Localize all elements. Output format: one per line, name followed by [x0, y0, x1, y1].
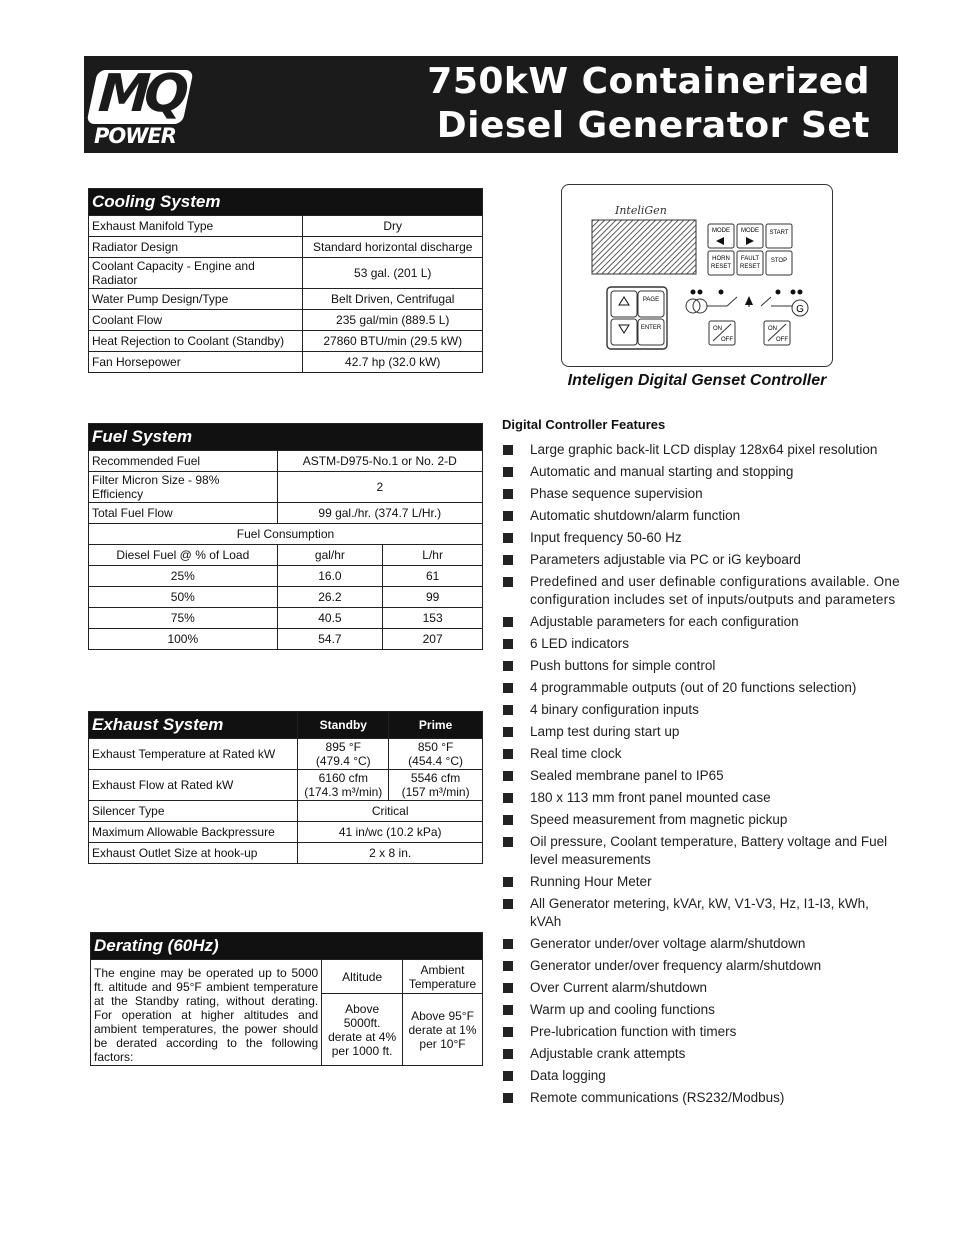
exhaust-label: Exhaust Outlet Size at hook-up: [89, 843, 298, 864]
exhaust-col-prime: Prime: [389, 712, 483, 739]
feature-item: Real time clock: [502, 745, 902, 763]
exhaust-temp-prime-f: 850 °F: [417, 740, 454, 754]
derating-ambient-value: Above 95°F derate at 1% per 10°F: [403, 994, 483, 1066]
cooling-row: [89, 216, 483, 237]
document-title: [427, 60, 870, 148]
feature-item: 6 LED indicators: [502, 635, 902, 653]
feature-item: Predefined and user definable configurations available. One configuration includes set of inputs/outputs and parameters: [502, 573, 902, 609]
cooling-label: Exhaust Manifold Type: [89, 216, 303, 237]
feature-item: Push buttons for simple control: [502, 657, 902, 675]
fuel-label: Total Fuel Flow: [89, 503, 278, 524]
svg-text:HORN: HORN: [712, 256, 730, 262]
cooling-value: Belt Driven, Centrifugal: [303, 289, 483, 310]
cooling-value: 235 gal/min (889.5 L): [303, 310, 483, 331]
fuel-col-galhr: gal/hr: [277, 545, 383, 566]
svg-text:MODE: MODE: [712, 228, 730, 234]
svg-text:MODE: MODE: [741, 228, 759, 234]
fuel-consumption-cell: 54.7: [277, 629, 383, 650]
cooling-value: Standard horizontal discharge: [303, 237, 483, 258]
fuel-consumption-cell: 40.5: [277, 608, 383, 629]
feature-item: Large graphic back-lit LCD display 128x64 pixel resolution: [502, 441, 902, 459]
derating-col-ambient: Ambient Temperature: [403, 960, 483, 994]
fuel-row: [89, 472, 483, 503]
exhaust-temp-standby: [298, 739, 389, 770]
exhaust-row: [89, 822, 483, 843]
fault-reset-button: [737, 251, 763, 275]
feature-item: Oil pressure, Coolant temperature, Battery voltage and Fuel level measurements: [502, 833, 902, 869]
feature-item: Adjustable crank attempts: [502, 1045, 902, 1063]
feature-item: Generator under/over frequency alarm/shutdown: [502, 957, 902, 975]
fuel-consumption-cell: 25%: [89, 566, 278, 587]
fuel-system-title: Fuel System: [89, 424, 483, 451]
svg-text:FAULT: FAULT: [740, 256, 760, 262]
fuel-consumption-row: [89, 566, 483, 587]
cooling-row: [89, 289, 483, 310]
fuel-col-load: Diesel Fuel @ % of Load: [89, 545, 278, 566]
controller-caption: Inteligen Digital Genset Controller: [567, 372, 827, 389]
fuel-consumption-row: [89, 608, 483, 629]
breaker-left-icon: [727, 297, 737, 306]
exhaust-temp-label: Exhaust Temperature at Rated kW: [89, 739, 298, 770]
page-button: [638, 291, 664, 317]
mains-led-group: [691, 290, 703, 295]
fuel-consumption-cell: 99: [383, 587, 483, 608]
fuel-consumption-row: [89, 629, 483, 650]
exhaust-flow-prime-m3: (157 m³/min): [401, 785, 470, 799]
derating-col-altitude: Altitude: [322, 960, 403, 994]
logo-mq-text: MQ: [96, 64, 185, 124]
controller-brand: InteliGen: [615, 204, 667, 217]
feature-item: Remote communications (RS232/Modbus): [502, 1089, 902, 1107]
start-button: [766, 224, 792, 248]
enter-button: [638, 319, 664, 345]
exhaust-temp-standby-f: 895 °F: [325, 740, 362, 754]
feature-item: Running Hour Meter: [502, 873, 902, 891]
mode-right-button: [737, 224, 763, 248]
derating-title: Derating (60Hz): [91, 933, 483, 960]
fuel-value: 2: [277, 472, 482, 503]
svg-text:OFF: OFF: [776, 337, 788, 343]
fuel-consumption-cell: 153: [383, 608, 483, 629]
derating-altitude-value: Above 5000ft. derate at 4% per 1000 ft.: [322, 994, 403, 1066]
feature-item: Adjustable parameters for each configuration: [502, 613, 902, 631]
cooling-row: [89, 310, 483, 331]
feature-item: Phase sequence supervision: [502, 485, 902, 503]
title-line-1: 750kW Containerized: [427, 61, 870, 102]
exhaust-value: 41 in/wc (10.2 kPa): [298, 822, 483, 843]
logo-power-text: POWER: [94, 124, 176, 148]
feature-item: Parameters adjustable via PC or iG keyboard: [502, 551, 902, 569]
exhaust-system-title: Exhaust System: [89, 712, 298, 739]
exhaust-system-table: [88, 711, 483, 864]
svg-text:RESET: RESET: [739, 264, 761, 270]
exhaust-col-standby: Standby: [298, 712, 389, 739]
horn-reset-button: [708, 251, 734, 275]
fuel-consumption-title: Fuel Consumption: [89, 524, 483, 545]
breaker-right-icon: [761, 297, 771, 306]
feature-item: Sealed membrane panel to IP65: [502, 767, 902, 785]
feature-item: All Generator metering, kVAr, kW, V1-V3, Hz, I1-I3, kWh, kVAh: [502, 895, 902, 931]
cooling-row: [89, 237, 483, 258]
exhaust-flow-prime: [389, 770, 483, 801]
fuel-consumption-cell: 75%: [89, 608, 278, 629]
cooling-label: Coolant Flow: [89, 310, 303, 331]
feature-item: 180 x 113 mm front panel mounted case: [502, 789, 902, 807]
controller-panel-illustration: [561, 184, 833, 367]
gen-led-group: [791, 290, 803, 295]
cooling-row: [89, 258, 483, 289]
exhaust-label: Silencer Type: [89, 801, 298, 822]
feature-item: 4 programmable outputs (out of 20 functions selection): [502, 679, 902, 697]
cooling-system-table: [88, 188, 483, 373]
cooling-row: [89, 352, 483, 373]
cooling-value: 27860 BTU/min (29.5 kW): [303, 331, 483, 352]
cooling-label: Coolant Capacity - Engine and Radiator: [89, 258, 303, 289]
svg-text:START: START: [769, 230, 789, 236]
cooling-label: Radiator Design: [89, 237, 303, 258]
derating-text: The engine may be operated up to 5000 ft. altitude and 95°F ambient temperature at the Standby rating, without derating. For operation at higher altitudes and ambient temperatures, the power should be derated according to the following factors:: [91, 960, 322, 1066]
exhaust-flow-standby-m3: (174.3 m³/min): [304, 785, 383, 799]
gen-on-off-button: [764, 321, 790, 345]
mains-breaker-led: [719, 290, 724, 295]
fuel-consumption-cell: 50%: [89, 587, 278, 608]
generator-symbol-icon: [792, 300, 808, 316]
feature-item: Input frequency 50-60 Hz: [502, 529, 902, 547]
feature-item: Over Current alarm/shutdown: [502, 979, 902, 997]
feature-item: Warm up and cooling functions: [502, 1001, 902, 1019]
derating-table: [90, 932, 483, 1066]
svg-text:PAGE: PAGE: [642, 297, 660, 303]
svg-text:ON: ON: [713, 326, 722, 332]
feature-item: 4 binary configuration inputs: [502, 701, 902, 719]
cooling-value: 53 gal. (201 L): [303, 258, 483, 289]
fuel-label: Filter Micron Size - 98% Efficiency: [89, 472, 278, 503]
fuel-consumption-row: [89, 587, 483, 608]
page-header: [84, 56, 898, 153]
feature-item: Automatic shutdown/alarm function: [502, 507, 902, 525]
exhaust-row: [89, 843, 483, 864]
fuel-col-lhr: L/hr: [383, 545, 483, 566]
feature-item: Data logging: [502, 1067, 902, 1085]
fuel-consumption-cell: 61: [383, 566, 483, 587]
exhaust-temp-prime: [389, 739, 483, 770]
svg-text:G: G: [796, 304, 804, 315]
mains-on-off-button: [709, 321, 735, 345]
exhaust-temp-prime-c: (454.4 °C): [408, 754, 463, 768]
fuel-value: ASTM-D975-No.1 or No. 2-D: [277, 451, 482, 472]
exhaust-temp-standby-c: (479.4 °C): [315, 754, 371, 768]
feature-item: Generator under/over voltage alarm/shutdown: [502, 935, 902, 953]
exhaust-value: 2 x 8 in.: [298, 843, 483, 864]
features-list: [502, 441, 902, 1111]
mq-power-logo: [92, 64, 192, 150]
svg-text:OFF: OFF: [721, 337, 733, 343]
feature-item: Automatic and manual starting and stopping: [502, 463, 902, 481]
stop-button: [766, 251, 792, 275]
cooling-label: Fan Horsepower: [89, 352, 303, 373]
mode-left-button: [708, 224, 734, 248]
cooling-value: 42.7 hp (32.0 kW): [303, 352, 483, 373]
exhaust-label: Maximum Allowable Backpressure: [89, 822, 298, 843]
cooling-row: [89, 331, 483, 352]
lcd-display: [592, 220, 696, 274]
exhaust-flow-standby: [298, 770, 389, 801]
cooling-value: Dry: [303, 216, 483, 237]
fuel-system-table: [88, 423, 483, 650]
svg-text:RESET: RESET: [710, 264, 732, 270]
exhaust-flow-label: Exhaust Flow at Rated kW: [89, 770, 298, 801]
fuel-consumption-cell: 16.0: [277, 566, 383, 587]
feature-item: Lamp test during start up: [502, 723, 902, 741]
feature-item: Pre-lubrication function with timers: [502, 1023, 902, 1041]
feature-item: Speed measurement from magnetic pickup: [502, 811, 902, 829]
exhaust-flow-standby-cfm: 6160 cfm: [318, 771, 368, 785]
fuel-label: Recommended Fuel: [89, 451, 278, 472]
fuel-row: [89, 451, 483, 472]
svg-text:ENTER: ENTER: [640, 325, 662, 331]
cooling-system-title: Cooling System: [89, 189, 483, 216]
cooling-label: Water Pump Design/Type: [89, 289, 303, 310]
down-button: [611, 319, 637, 345]
exhaust-flow-prime-cfm: 5546 cfm: [410, 771, 461, 785]
features-title: Digital Controller Features: [502, 417, 666, 432]
fuel-consumption-cell: 26.2: [277, 587, 383, 608]
fuel-row: [89, 503, 483, 524]
fuel-consumption-cell: 100%: [89, 629, 278, 650]
mains-symbol-icon: [686, 299, 707, 313]
load-arrow-icon: [745, 296, 753, 305]
exhaust-row: [89, 801, 483, 822]
svg-text:ON: ON: [768, 326, 777, 332]
fuel-consumption-cell: 207: [383, 629, 483, 650]
gen-breaker-led: [776, 290, 781, 295]
cooling-label: Heat Rejection to Coolant (Standby): [89, 331, 303, 352]
up-button: [611, 291, 637, 317]
exhaust-value: Critical: [298, 801, 483, 822]
title-line-2: Diesel Generator Set: [436, 105, 870, 146]
fuel-value: 99 gal./hr. (374.7 L/Hr.): [277, 503, 482, 524]
svg-text:STOP: STOP: [770, 258, 788, 264]
